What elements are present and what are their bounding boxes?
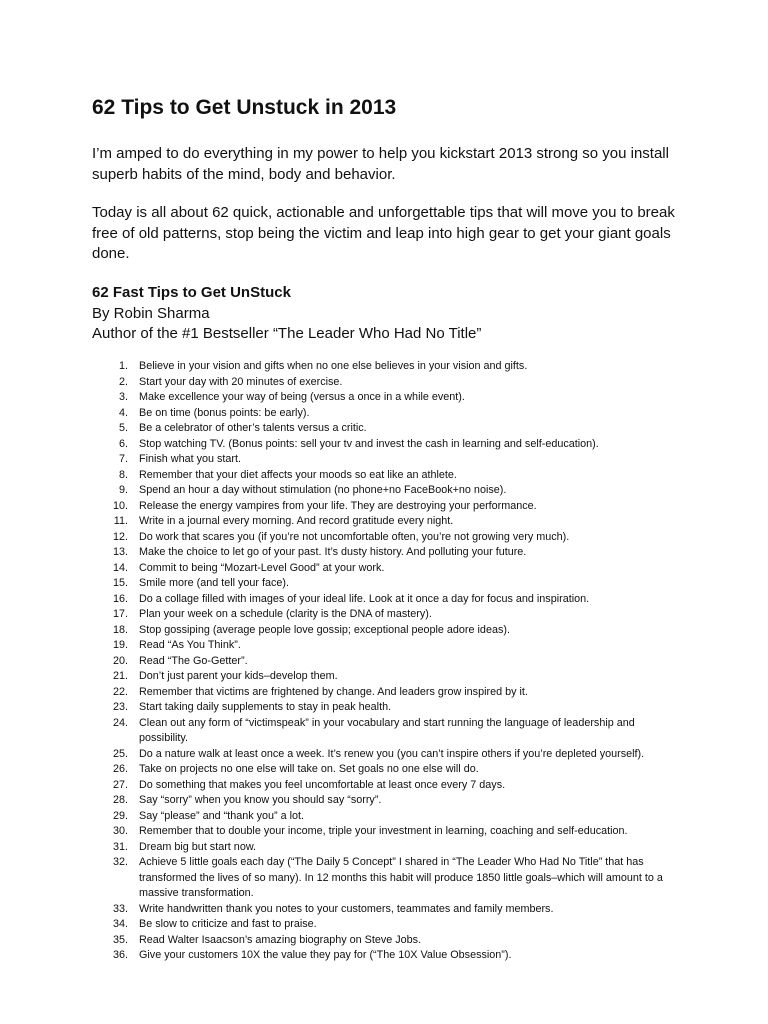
list-item-text: Make the choice to let go of your past. It’s dusty history. And polluting your future. bbox=[139, 546, 527, 558]
list-item-number: 15. bbox=[112, 577, 128, 589]
list-item bbox=[0, 623, 684, 639]
list-item-text: Smile more (and tell your face). bbox=[139, 577, 290, 589]
list-item bbox=[0, 592, 684, 608]
intro-paragraph-2: Today is all about 62 quick, actionable and unforgettable tips that will move you to break free of old patterns, stop being the victim and leap into high gear to get your giant goals done. bbox=[92, 204, 675, 262]
list-item-number: 31. bbox=[112, 840, 128, 853]
list-item-number: 23. bbox=[112, 701, 128, 713]
list-item bbox=[0, 638, 684, 654]
list-item-text: Commit to being “Mozart-Level Good” at your work. bbox=[139, 561, 385, 574]
list-item-text: Do work that scares you (if you’re not uncomfortable often, you’re not growing very much). bbox=[139, 530, 570, 543]
list-item-text: Do something that makes you feel uncomfortable at least once every 7 days. bbox=[139, 778, 506, 791]
list-item-number: 28. bbox=[112, 794, 128, 806]
list-item bbox=[0, 375, 684, 391]
intro-paragraph-1: I’m amped to do everything in my power to help you kickstart 2013 strong so you install superb habits of the mind, body and behavior. bbox=[92, 145, 669, 183]
byline: By Robin Sharma bbox=[92, 304, 210, 322]
list-item-text: Clean out any form of “victimspeak” in your vocabulary and start running the language of leadership and possibility. bbox=[139, 716, 635, 744]
list-item bbox=[0, 530, 684, 546]
list-item-text: Stop gossiping (average people love gossip; exceptional people adore ideas). bbox=[139, 623, 510, 636]
list-item-number: 12. bbox=[112, 530, 128, 543]
list-item-text: Read Walter Isaacson’s amazing biography on Steve Jobs. bbox=[139, 933, 422, 946]
list-item-number: 6. bbox=[118, 437, 128, 450]
list-item-text: Take on projects no one else will take on. Set goals no one else will do. bbox=[139, 763, 479, 775]
list-item-text: Plan your week on a schedule (clarity is the DNA of mastery). bbox=[139, 608, 432, 620]
list-item-text: Start taking daily supplements to stay in peak health. bbox=[139, 701, 392, 713]
list-item-text: Do a collage filled with images of your ideal life. Look at it once a day for focus and inspiration. bbox=[139, 592, 590, 605]
list-item bbox=[0, 716, 684, 747]
list-item-number: 22. bbox=[112, 685, 128, 698]
list-item bbox=[0, 390, 684, 406]
list-item bbox=[0, 452, 684, 468]
list-item-text: Give your customers 10X the value they pay for (“The 10X Value Obsession”). bbox=[139, 949, 512, 961]
list-item bbox=[0, 902, 684, 918]
list-item-number: 8. bbox=[118, 468, 128, 481]
list-item-text: Be on time (bonus points: be early). bbox=[139, 406, 310, 419]
list-item-number: 7. bbox=[118, 453, 128, 465]
list-item bbox=[0, 483, 684, 499]
list-item-number: 25. bbox=[112, 747, 128, 760]
list-item-text: Write handwritten thank you notes to your customers, teammates and family members. bbox=[139, 902, 554, 915]
list-item bbox=[0, 607, 684, 623]
list-item-number: 1. bbox=[118, 360, 128, 372]
list-item-number: 16. bbox=[112, 592, 128, 605]
list-item-text: Be a celebrator of other’s talents versus a critic. bbox=[139, 422, 367, 434]
tips-list bbox=[0, 359, 684, 964]
list-item-number: 4. bbox=[118, 406, 128, 419]
list-item-number: 5. bbox=[118, 422, 128, 434]
list-item bbox=[0, 840, 684, 856]
list-item-number: 20. bbox=[112, 654, 128, 667]
section-heading: 62 Fast Tips to Get UnStuck bbox=[92, 284, 291, 301]
list-item-number: 30. bbox=[112, 825, 128, 837]
list-item bbox=[0, 359, 684, 375]
list-item-number: 35. bbox=[112, 933, 128, 946]
list-item-text: Remember that victims are frightened by change. And leaders grow inspired by it. bbox=[139, 685, 528, 698]
list-item bbox=[0, 685, 684, 701]
list-item-text: Believe in your vision and gifts when no one else believes in your vision and gifts. bbox=[139, 360, 528, 372]
list-item-number: 21. bbox=[112, 670, 128, 682]
list-item bbox=[0, 793, 684, 809]
list-item-text: Do a nature walk at least once a week. It’s renew you (you can’t inspire others if you’re depleted yourself). bbox=[139, 747, 645, 760]
list-item bbox=[0, 917, 684, 933]
list-item bbox=[0, 855, 684, 902]
list-item-text: Achieve 5 little goals each day (“The Daily 5 Concept” I shared in “The Leader Who Had No Title” that has transformed the lives of so many). In 12 months this habit will produce 1850 little goals–which will amount to a massive transformation. bbox=[139, 856, 663, 899]
list-item bbox=[0, 747, 684, 763]
list-item-number: 10. bbox=[112, 499, 128, 512]
list-item-text: Write in a journal every morning. And record gratitude every night. bbox=[139, 515, 454, 527]
list-item-number: 34. bbox=[112, 918, 128, 930]
list-item-number: 26. bbox=[112, 763, 128, 775]
list-item bbox=[0, 545, 684, 561]
list-item bbox=[0, 654, 684, 670]
list-item bbox=[0, 762, 684, 778]
page-title: 62 Tips to Get Unstuck in 2013 bbox=[92, 96, 397, 119]
list-item bbox=[0, 576, 684, 592]
list-item bbox=[0, 406, 684, 422]
list-item-text: Say “sorry” when you know you should say “sorry”. bbox=[139, 794, 382, 806]
article-header bbox=[92, 283, 481, 345]
list-item bbox=[0, 933, 684, 949]
list-item-text: Be slow to criticize and fast to praise. bbox=[139, 918, 317, 930]
list-item-text: Spend an hour a day without stimulation (no phone+no FaceBook+no noise). bbox=[139, 484, 507, 496]
list-item-number: 36. bbox=[112, 949, 128, 961]
list-item bbox=[0, 669, 684, 685]
list-item-number: 29. bbox=[112, 809, 128, 822]
list-item-text: Read “The Go-Getter”. bbox=[139, 654, 248, 667]
list-item-text: Start your day with 20 minutes of exercise. bbox=[139, 375, 343, 388]
list-item-number: 33. bbox=[112, 902, 128, 915]
list-item bbox=[0, 561, 684, 577]
list-item bbox=[0, 514, 684, 530]
list-item-text: Don’t just parent your kids–develop them. bbox=[139, 670, 338, 682]
list-item-number: 17. bbox=[112, 608, 128, 620]
list-item-number: 14. bbox=[112, 561, 128, 574]
list-item-number: 24. bbox=[112, 716, 128, 729]
list-item-number: 19. bbox=[112, 639, 128, 651]
list-item bbox=[0, 499, 684, 515]
list-item-text: Say “please” and “thank you” a lot. bbox=[139, 809, 305, 822]
list-item-text: Release the energy vampires from your life. They are destroying your performance. bbox=[139, 499, 537, 512]
list-item-number: 27. bbox=[112, 778, 128, 791]
list-item-text: Read “As You Think”. bbox=[139, 639, 241, 651]
list-item-number: 11. bbox=[113, 515, 128, 527]
list-item bbox=[0, 809, 684, 825]
list-item-number: 32. bbox=[112, 856, 128, 868]
list-item-number: 3. bbox=[118, 391, 128, 403]
list-item-number: 18. bbox=[112, 623, 128, 636]
list-item-text: Remember that your diet affects your moods so eat like an athlete. bbox=[139, 468, 457, 481]
list-item bbox=[0, 468, 684, 484]
author-line: Author of the #1 Bestseller “The Leader Who Had No Title” bbox=[92, 325, 482, 342]
list-item bbox=[0, 778, 684, 794]
list-item-number: 13. bbox=[112, 546, 128, 558]
list-item bbox=[0, 437, 684, 453]
list-item-text: Stop watching TV. (Bonus points: sell your tv and invest the cash in learning and self-education). bbox=[139, 437, 599, 450]
list-item bbox=[0, 700, 684, 716]
list-item bbox=[0, 824, 684, 840]
list-item bbox=[0, 421, 684, 437]
list-item-text: Remember that to double your income, triple your investment in learning, coaching and self-education. bbox=[139, 825, 628, 837]
list-item bbox=[0, 948, 684, 964]
list-item-number: 9. bbox=[118, 484, 128, 496]
list-item-text: Finish what you start. bbox=[139, 453, 242, 465]
list-item-text: Make excellence your way of being (versus a once in a while event). bbox=[139, 391, 465, 403]
list-item-number: 2. bbox=[118, 375, 128, 388]
list-item-text: Dream big but start now. bbox=[139, 840, 257, 853]
